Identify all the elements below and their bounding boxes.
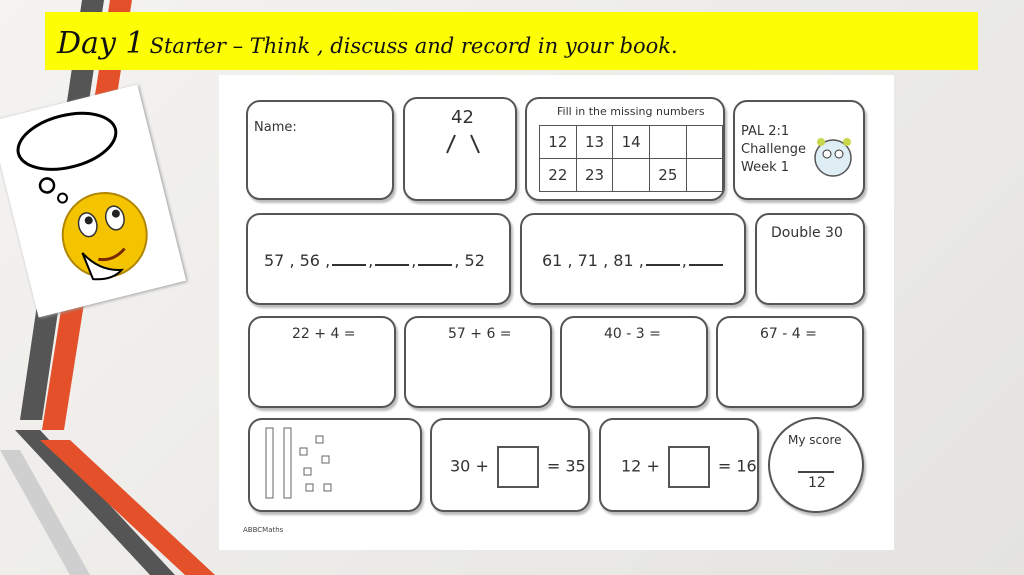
grid-cell — [686, 126, 722, 159]
sequence-1: 57 , 56 , , , , 52 — [264, 251, 485, 270]
grid-cell — [686, 159, 722, 192]
sum-card — [404, 316, 552, 408]
missing2-left: 12 + — [621, 456, 660, 476]
name-card — [246, 100, 394, 200]
missing-box-card-1 — [430, 418, 590, 512]
sequence-2: 61 , 71 , 81 , , — [542, 251, 725, 270]
title-day: Day 1 — [57, 26, 145, 61]
partition-number: 42 — [451, 107, 474, 128]
blank — [689, 264, 723, 266]
seq1-b: 56 — [299, 251, 320, 270]
title-bar — [45, 12, 978, 70]
blank — [646, 264, 680, 266]
sum-card — [248, 316, 396, 408]
pal-line1: PAL 2:1 — [741, 124, 790, 139]
answer-box — [497, 446, 539, 488]
missing-box-card-2 — [599, 418, 759, 512]
grid-cell: 23 — [576, 159, 613, 192]
double-label: Double 30 — [771, 225, 843, 241]
missing2-right: = 16 — [717, 456, 757, 476]
pal-line2: Challenge — [741, 142, 806, 157]
sum-text: 22 + 4 = — [292, 326, 356, 342]
sequence-card-2 — [520, 213, 746, 305]
number-grid — [539, 125, 723, 192]
grid-cell: 14 — [613, 126, 650, 159]
missing1-right: = 35 — [546, 456, 586, 476]
score-line — [798, 471, 834, 473]
grid-cell: 12 — [540, 126, 577, 159]
grid-cell — [613, 159, 650, 192]
sum-card — [716, 316, 864, 408]
worksheet — [219, 75, 894, 550]
name-label: Name: — [254, 120, 297, 135]
pal-line3: Week 1 — [741, 160, 790, 175]
pal-card — [733, 100, 865, 200]
partition-card — [403, 97, 517, 201]
grid-cell: 25 — [650, 159, 687, 192]
footer-credit: ABBCMaths — [243, 526, 284, 534]
missing-numbers-card — [525, 97, 725, 201]
grid-cell: 22 — [540, 159, 577, 192]
seq1-a: 57 — [264, 251, 285, 270]
score-circle — [768, 417, 864, 513]
score-total: 12 — [808, 475, 826, 491]
blank — [375, 264, 409, 266]
blank — [332, 264, 366, 266]
missing1-left: 30 + — [450, 456, 489, 476]
sum-text: 40 - 3 = — [604, 326, 661, 342]
double-card — [755, 213, 865, 305]
base-ten-blocks-icon — [262, 426, 342, 504]
sum-text: 67 - 4 = — [760, 326, 817, 342]
grid-cell — [650, 126, 687, 159]
missing-equation-2 — [621, 446, 757, 488]
sum-card — [560, 316, 708, 408]
sequence-card-1 — [246, 213, 511, 305]
slide-title — [57, 26, 678, 61]
partition-lines-icon — [441, 131, 485, 157]
seq1-end: 52 — [464, 251, 485, 270]
blank — [418, 264, 452, 266]
score-label: My score — [788, 433, 842, 447]
title-text: Starter – Think , discuss and record in your book. — [149, 34, 678, 58]
sum-text: 57 + 6 = — [448, 326, 512, 342]
base-ten-card — [248, 418, 422, 512]
creature-icon — [807, 130, 859, 182]
seq2-a: 61 — [542, 251, 563, 270]
missing-numbers-heading: Fill in the missing numbers — [557, 105, 705, 118]
answer-box — [668, 446, 710, 488]
seq2-b: 71 — [577, 251, 598, 270]
missing-equation-1 — [450, 446, 586, 488]
seq2-c: 81 — [613, 251, 634, 270]
grid-cell: 13 — [576, 126, 613, 159]
